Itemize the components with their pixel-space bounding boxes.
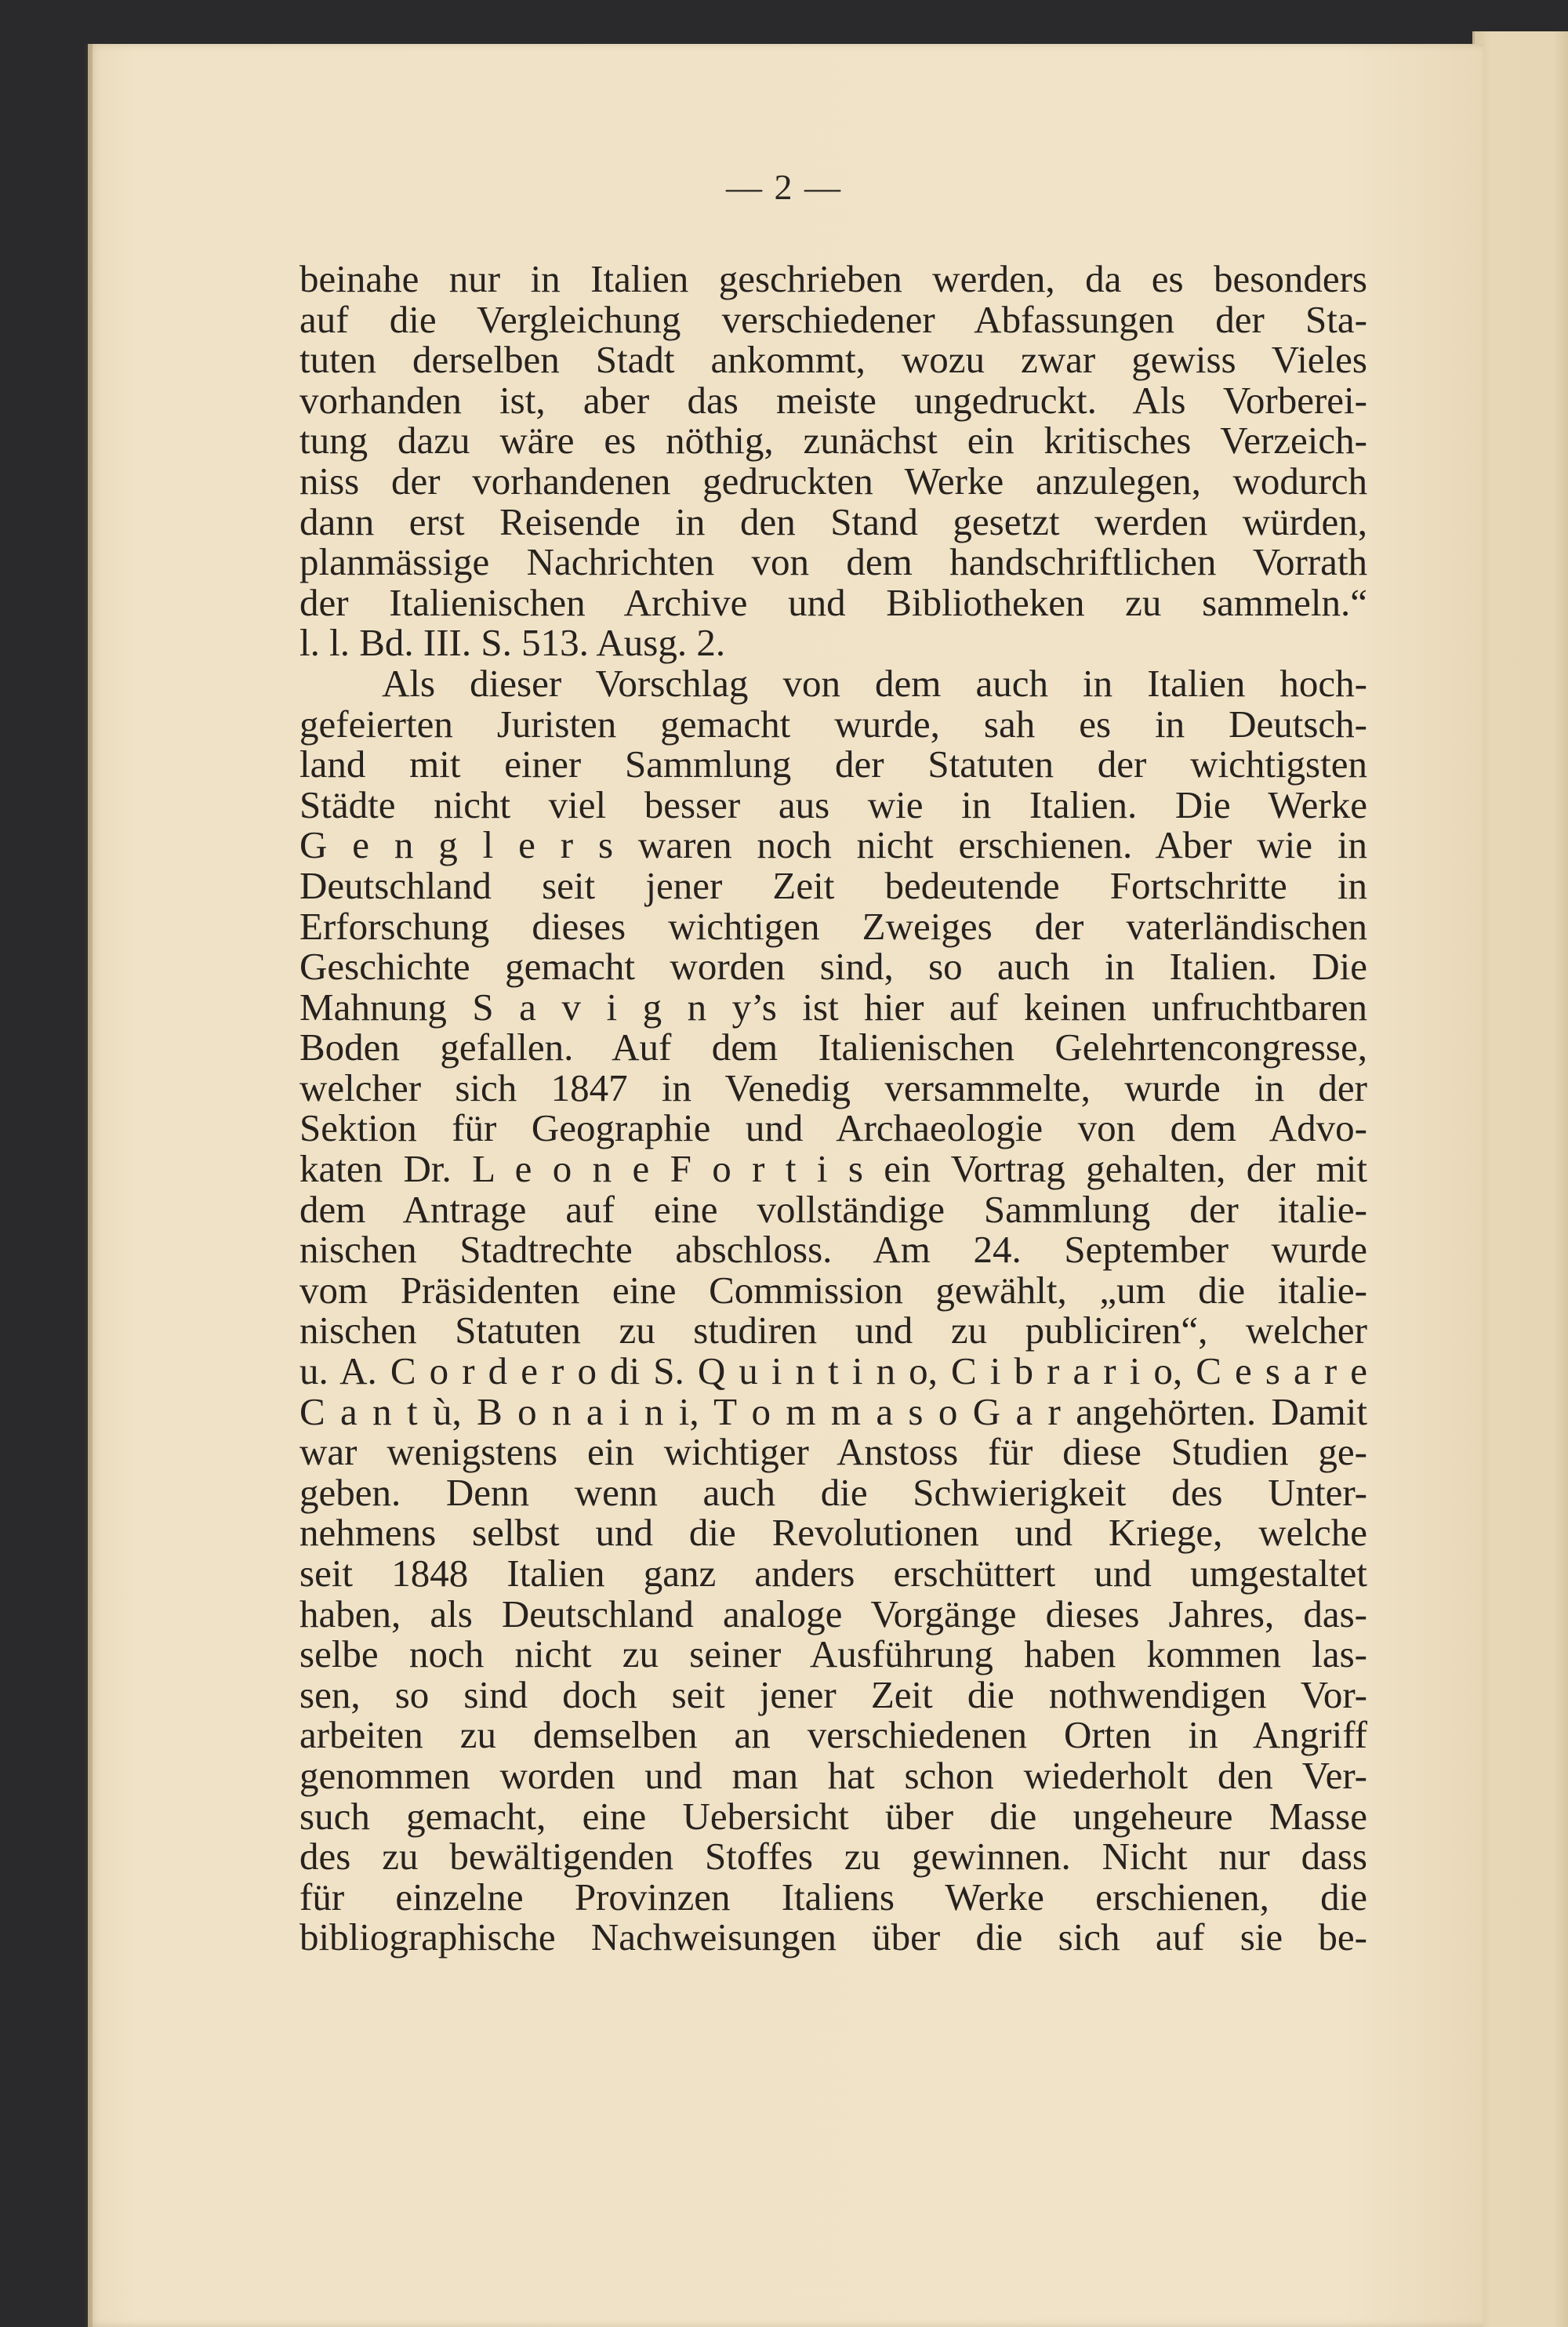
text-line: beinahe nur in Italien geschrieben werden, da es besonders [299, 257, 1367, 300]
page-number: — 2 — [726, 167, 842, 207]
facing-page-edge [1472, 31, 1568, 2327]
text-line: land mit einer Sammlung der Statuten der wichtigsten [299, 742, 1367, 786]
text-line: Städte nicht viel besser aus wie in Italien. Die Werke [299, 782, 1367, 826]
text-line: auf die Vergleichung verschiedener Abfassungen der Sta- [299, 297, 1367, 341]
text-line: u. A. C o r d e r o di S. Q u i n t i n o, C i b r a r i o, C e s a r e [299, 1349, 1367, 1393]
text-line: vorhanden ist, aber das meiste ungedruckt. Als Vorberei- [299, 378, 1367, 422]
page-edge-shadow [85, 44, 93, 2327]
text-line: C a n t ù, B o n a i n i, T o m m a s o G a r angehörten. Damit [299, 1389, 1367, 1433]
text-line: tung dazu wäre es nöthig, zunächst ein kritisches Verzeich- [299, 419, 1367, 463]
text-line: nischen Stadtrechte abschloss. Am 24. September wurde [299, 1228, 1367, 1272]
text-line: sen, so sind doch seit jener Zeit die nothwendigen Vor- [299, 1672, 1367, 1716]
text-line: arbeiten zu demselben an verschiedenen Orten in Angriff [299, 1713, 1367, 1757]
text-line: Boden gefallen. Auf dem Italienischen Gelehrtencongresse, [299, 1026, 1367, 1069]
text-line: Sektion für Geographie und Archaeologie von dem Advo- [299, 1106, 1367, 1150]
text-line: bibliographische Nachweisungen über die sich auf sie be- [299, 1915, 1367, 1959]
text-line: welcher sich 1847 in Venedig versammelte, wurde in der [299, 1065, 1367, 1109]
text-line: such gemacht, eine Uebersicht über die ungeheure Masse [299, 1794, 1367, 1838]
text-line: Als dieser Vorschlag von dem auch in Italien hoch- [382, 661, 1367, 705]
text-line: haben, als Deutschland analoge Vorgänge dieses Jahres, das- [299, 1592, 1367, 1635]
text-line: Geschichte gemacht worden sind, so auch in Italien. Die [299, 945, 1367, 989]
text-line: Mahnung S a v i g n y’s ist hier auf keinen unfruchtbaren [299, 985, 1367, 1029]
text-line: Deutschland seit jener Zeit bedeutende Fortschritte in [299, 863, 1367, 907]
text-line: selbe noch nicht zu seiner Ausführung haben kommen las- [299, 1632, 1367, 1676]
text-line: Erforschung dieses wichtigen Zweiges der vaterländischen [299, 904, 1367, 948]
text-line: seit 1848 Italien ganz anders erschüttert und umgestaltet [299, 1552, 1367, 1595]
text-line: war wenigstens ein wichtiger Anstoss für diese Studien ge- [299, 1430, 1367, 1474]
text-line: für einzelne Provinzen Italiens Werke erschienen, die [299, 1875, 1367, 1919]
text-line: nehmens selbst und die Revolutionen und Kriege, welche [299, 1511, 1367, 1555]
text-line: planmässige Nachrichten von dem handschriftlichen Vorrath [299, 540, 1367, 584]
text-line: G e n g l e r s waren noch nicht erschienen. Aber wie in [299, 823, 1367, 867]
text-line: dann erst Reisende in den Stand gesetzt werden würden, [299, 499, 1367, 543]
text-line: l. l. Bd. III. S. 513. Ausg. 2. [299, 621, 726, 665]
text-line: genommen worden und man hat schon wiederholt den Ver- [299, 1753, 1367, 1797]
text-line: tuten derselben Stadt ankommt, wozu zwar gewiss Vieles [299, 338, 1367, 382]
text-line: katen Dr. L e o n e F o r t i s ein Vortrag gehalten, der mit [299, 1147, 1367, 1191]
text-line: nischen Statuten zu studiren und zu publiciren“, welcher [299, 1309, 1367, 1352]
text-line: gefeierten Juristen gemacht wurde, sah es in Deutsch- [299, 702, 1367, 746]
body-text [299, 259, 1367, 1958]
text-line: des zu bewältigenden Stoffes zu gewinnen. Nicht nur dass [299, 1835, 1367, 1879]
text-line: geben. Denn wenn auch die Schwierigkeit des Unter- [299, 1470, 1367, 1514]
text-line: der Italienischen Archive und Bibliotheken zu sammeln.“ [299, 580, 1367, 624]
text-line: vom Präsidenten eine Commission gewählt, „um die italie- [299, 1268, 1367, 1312]
text-line: niss der vorhandenen gedruckten Werke anzulegen, wodurch [299, 459, 1367, 503]
text-line: dem Antrage auf eine vollständige Sammlung der italie- [299, 1187, 1367, 1231]
